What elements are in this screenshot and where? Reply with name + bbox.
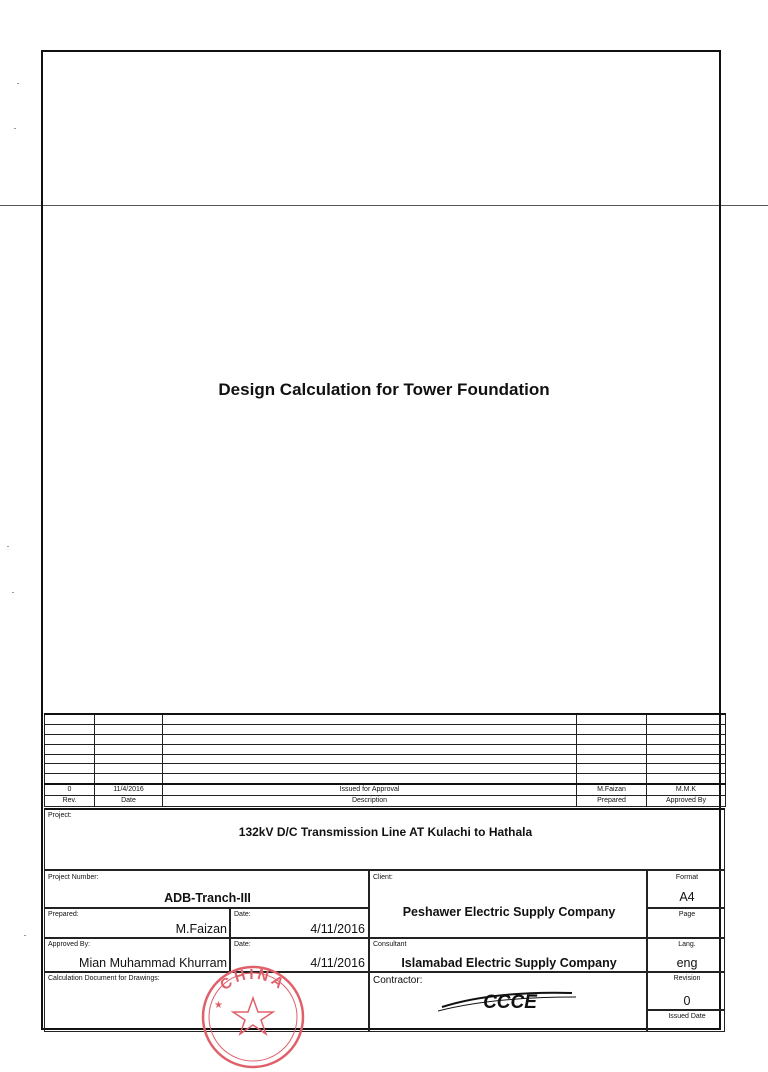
- issued-date-label: Issued Date: [668, 1013, 706, 1020]
- revision-label: Revision: [673, 975, 701, 982]
- issued-date-box: [647, 1010, 725, 1032]
- project-number-label: Project Number:: [48, 874, 99, 881]
- date-cell: 11/4/2016: [95, 784, 163, 796]
- project-number-box: [44, 870, 369, 908]
- ccce-logo: [432, 987, 582, 1015]
- lang-label: Lang.: [678, 941, 696, 948]
- approved-by-header: Approved By: [647, 796, 726, 807]
- document-title: Design Calculation for Tower Foundation: [218, 380, 550, 399]
- approved-label: Approved By:: [48, 941, 91, 948]
- prepared-cell: M.Faizan: [577, 784, 647, 796]
- consultant-name: Islamabad Electric Supply Company: [401, 956, 617, 970]
- page-label: Page: [678, 911, 696, 918]
- scan-speck: [14, 128, 16, 129]
- contractor-label: Contractor:: [373, 975, 423, 986]
- description-header: Description: [163, 796, 577, 807]
- approved-date-label: Date:: [234, 941, 251, 948]
- lang-box: [647, 938, 725, 972]
- scan-speck: [17, 83, 19, 84]
- format-box: [647, 870, 725, 908]
- project-box: [44, 808, 725, 870]
- project-number: ADB-Tranch-III: [164, 891, 251, 905]
- client-label: Client:: [373, 874, 393, 881]
- revision-box: [647, 972, 725, 1010]
- project-label: Project:: [48, 812, 72, 819]
- revision-row: [45, 784, 726, 796]
- prepared-label: Prepared:: [48, 911, 79, 918]
- rev-cell: 0: [45, 784, 95, 796]
- description-cell: Issued for Approval: [163, 784, 577, 796]
- project-name: 132kV D/C Transmission Line AT Kulachi to Hathala: [238, 825, 533, 839]
- prepared-box: [44, 908, 230, 938]
- prepared-date-box: [230, 908, 369, 938]
- prepared-date: 4/11/2016: [310, 922, 365, 936]
- scan-speck: [12, 592, 14, 593]
- calculation-document-label: Calculation Document for Drawings:: [48, 975, 160, 982]
- prepared-date-label: Date:: [234, 911, 251, 918]
- format-label: Format: [675, 874, 699, 881]
- revision-value: 0: [683, 994, 691, 1008]
- approved-by-cell: M.M.K: [647, 784, 726, 796]
- format-value: A4: [679, 890, 695, 904]
- rev-header: Rev.: [45, 796, 95, 807]
- stamp-text: CHINA: [216, 966, 290, 994]
- contractor-logo-text: CCCE: [483, 992, 537, 1013]
- svg-text:CHINA: [217, 966, 289, 994]
- client-box: [369, 870, 647, 938]
- revision-header-row: [45, 796, 726, 807]
- company-stamp: [198, 962, 308, 1072]
- page-box: [647, 908, 725, 938]
- scan-speck: [7, 546, 9, 547]
- date-header: Date: [95, 796, 163, 807]
- prepared-name: M.Faizan: [175, 922, 227, 936]
- lang-value: eng: [676, 956, 698, 970]
- svg-text:★: ★: [214, 1000, 223, 1011]
- consultant-label: Consultant: [373, 941, 407, 948]
- contractor-box: [369, 972, 647, 1032]
- client-name: Peshawer Electric Supply Company: [402, 905, 616, 919]
- consultant-box: [369, 938, 647, 972]
- scan-speck: [24, 935, 26, 936]
- prepared-header: Prepared: [577, 796, 647, 807]
- approved-name: Mian Muhammad Khurram: [79, 956, 227, 970]
- revision-table: [44, 713, 726, 807]
- approved-date: 4/11/2016: [310, 956, 365, 970]
